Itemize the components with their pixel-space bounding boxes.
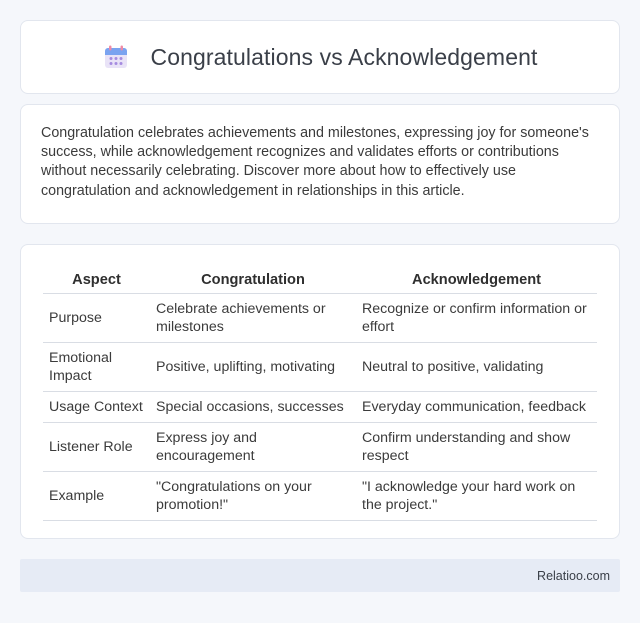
cell-acknowledgement: "I acknowledge your hard work on the project." [356, 472, 597, 521]
cell-acknowledgement: Neutral to positive, validating [356, 343, 597, 392]
cell-aspect: Listener Role [43, 423, 150, 472]
intro-paragraph: Congratulation celebrates achievements and milestones, expressing joy for someone's success, while acknowledgement recognizes and validates efforts or contributions without necessarily celebrating. Discover more about how to effectively use congratulation and acknowledgement in relationships in this article. [41, 125, 589, 199]
table-row [43, 472, 597, 521]
header-congratulation: Congratulation [150, 265, 356, 294]
cell-congratulation: "Congratulations on your promotion!" [150, 472, 356, 521]
table-row [43, 294, 597, 343]
cell-congratulation: Positive, uplifting, motivating [150, 343, 356, 392]
cell-acknowledgement: Everyday communication, feedback [356, 392, 597, 423]
header-aspect: Aspect [43, 265, 150, 294]
cell-aspect: Example [43, 472, 150, 521]
cell-congratulation: Celebrate achievements or milestones [150, 294, 356, 343]
cell-aspect: Purpose [43, 294, 150, 343]
cell-congratulation: Special occasions, successes [150, 392, 356, 423]
cell-congratulation: Express joy and encouragement [150, 423, 356, 472]
header-acknowledgement: Acknowledgement [356, 265, 597, 294]
cell-acknowledgement: Recognize or confirm information or effort [356, 294, 597, 343]
intro-card [20, 104, 620, 224]
cell-acknowledgement: Confirm understanding and show respect [356, 423, 597, 472]
cell-aspect: Usage Context [43, 392, 150, 423]
footer [20, 559, 620, 592]
table-header-row [43, 265, 597, 294]
page-title: Congratulations vs Acknowledgement [150, 43, 538, 70]
table-row [43, 343, 597, 392]
table-row [43, 423, 597, 472]
title-card [20, 20, 620, 94]
calendar-icon [103, 44, 129, 70]
comparison-table [43, 265, 597, 521]
comparison-card [20, 244, 620, 539]
footer-site-name: Relatioo.com [537, 568, 610, 583]
table-row [43, 392, 597, 423]
cell-aspect: Emotional Impact [43, 343, 150, 392]
